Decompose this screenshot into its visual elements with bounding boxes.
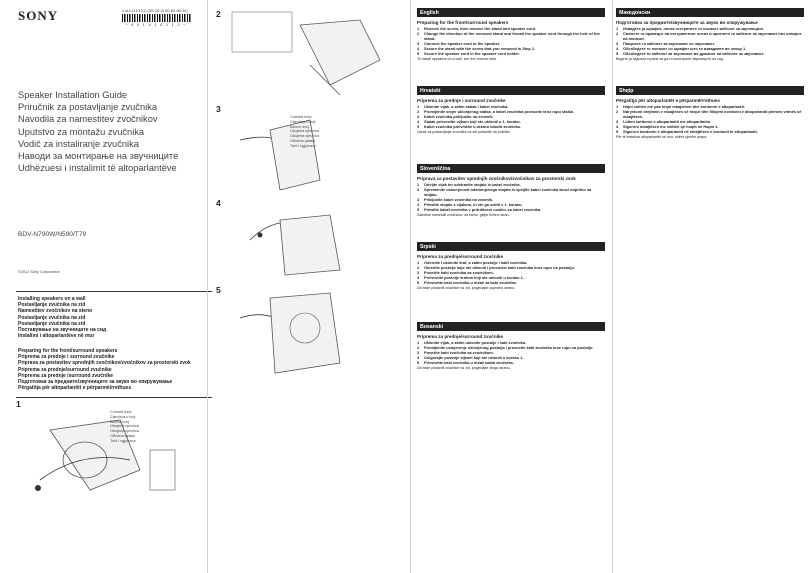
instruction-step: 1 Odvrnite i uklonite šraf, a zatim postolje i kabl zvučnika. [417,260,528,265]
color-tube-label: Obojena cjevčica [290,129,319,134]
instruction-step: 5 Обезбедете го кабелот за звучникот во држачот на кабелот за звучникот. [616,51,765,56]
color-tube-label: Barvni ovoj [290,124,309,129]
language-label: English [417,8,605,17]
color-tube-label: Cijevčica u boji [110,414,136,419]
color-tube-label: Obojena cjevčica [110,424,139,429]
language-label: Slovenščina [417,164,605,173]
section-note: Zaleštne namestitl zvočnikov na steno, glejte hrbtno stran. [417,213,510,217]
part-code: 4-414-141-12(1) (GB-CR-SI-SR-BS-MK-AL) [122,9,188,13]
prep-heading: Priprema za prednje i surround zvučnike [18,354,115,361]
section-slovenian [417,164,605,218]
instruction-step: 3 Kabel zvučnika priključite na zvučnik. [417,114,494,119]
color-tube-label: Обоена цевка [110,433,135,438]
color-tube-label: Tubi i ngjyrosur [290,143,316,148]
instruction-step: 5 Secure the speaker cord in the speaker cord holder. [417,51,520,56]
step-4-illustration [230,200,380,280]
cover-panel [0,0,202,573]
prep-heading: Подготовка за предните/звучниците за звуко во опкружување [18,379,173,386]
instruction-step: 2 Okrenite postolje koje ste uklonili i provucite kabl zvučnika kroz rupu na postolju. [417,265,575,270]
copyright: ©2012 Sony Corporation [18,270,60,274]
section-heading: Priprava za postavitev sprednjih zvočnikov/zvočnikov za prostorski zvok [417,175,576,181]
prep-heading: Preparing for the front/surround speakers [18,348,118,354]
section-note: Upute za postavljanje zvučnika na zid potražite na poleđini. [417,130,512,134]
guide-title: Priručnik za postavljanje zvučnika [18,102,157,113]
section-heading: Priprema za prednje/surround zvučnike [417,253,504,259]
barcode-number: * 4 4 1 4 1 4 1 1 2 * [126,23,187,27]
illustration-panel [212,0,408,573]
section-bosnian [417,322,605,371]
instruction-step: 3 Поврзете го кабелот за звучникот со звучникот. [616,41,715,46]
instruction-step: 1 Hiqni vidhën më pas hiqni mbajtësen dhe kordonin e altoparlantit. [616,104,745,109]
step-5-illustration [230,288,370,378]
section-croatian [417,86,605,135]
color-tube-labels [290,115,319,149]
color-tube-label: Obojena cjevčica [110,429,139,434]
instruction-step: 4 Siguroni mbajtësen me vidhën që hoqët në Hapin 1. [616,124,719,129]
section-heading: Përgatitja për altoparlantët e përparmë/rrethues [616,97,720,103]
section-note: Da biste postavili zvučnike na zid, pogledajte drugu stranu. [417,366,511,370]
step-number: 3 [216,104,221,114]
instruction-step: 3 Lidhni kordonin e altoparlantit me altoparlantin. [616,119,712,124]
instruction-step: 3 Povežite kabl zvučnika sa zvučnikom. [417,350,494,355]
instruction-step: 5 Pritrdite kabel zvočnika v pritrditveni nosilec za kabel zvočnika. [417,207,542,212]
install-heading: Instalimi i altoparlantëve në mur [18,333,95,340]
divider-line [16,397,212,398]
page-fold [410,0,411,573]
instruction-step: 5 Siguroni kordonin e altoparlantit në mbajtësen e kordonit të altoparlantit. [616,129,758,134]
color-tube-label: Barvni ovoj [110,419,129,424]
instruction-step: 2 Ndryshoni drejtimin e mbajtëses së hequr dhe fillojeni kordonin e altoparlantit përmes vrimës së mbajtëses. [616,109,802,119]
sony-logo: SONY [18,8,59,23]
prep-heading: Priprema za prednje/surround zvučnike [18,366,112,373]
guide-title: Navodila za namestitev zvočnikov [18,114,158,125]
section-note: Da biste postavili zvučnike na zid, pogledajte suprotnu stranu. [417,286,516,290]
step-number: 5 [216,285,221,295]
instruction-step: 2 Spremenite usmerjenost odstranjenega stojala in speljite kabel zvočnika skozi odprtino na stojalu. [417,187,592,197]
instruction-step: 4 Osigurajte postolje vijkom koji ste uklonili u koraku 1. [417,355,524,360]
color-tube-label: Colored tube [110,410,132,414]
color-tube-label: Cijevčica u boji [290,119,316,124]
section-heading: Priprema za prednje/surround zvučnike [417,333,504,339]
section-note: Për të instaluar altoparlantët në mur, shihni pjesën prapa. [616,135,708,139]
instruction-step: 1 Uklonite vijak, a zatim uklonite postolje i kabl zvučnika. [417,340,527,345]
instruction-step: 1 Remove the screw, then remove the stand and speaker cord. [417,26,537,31]
instruction-step: 1 Извадете ја шрафот, потоа отстранете го носачот кабелот за звучниците. [616,26,765,31]
language-label: Hrvatski [417,86,605,95]
instruction-step: 5 Kabel zvučnika pričvrstite u držaču kabela zvučnika. [417,124,521,129]
model-number: BDV-N790W/N590/T79 [18,231,87,238]
instruction-step: 5 Pričvrstite kabl zvučnika u držač za kabl zvučnika. [417,280,517,285]
prep-heading: Priprava za postavitev sprednjih zvočnikov/zvočnikov za prostorski zvok [18,360,191,367]
instruction-step: 3 Connect the speaker cord to the speaker. [417,41,501,46]
section-serbian [417,242,605,291]
step-1-illustration [20,410,180,505]
guide-title: Udhëzuesi i instalimit të altoparlantëve [18,163,177,174]
guide-title: Speaker Installation Guide [18,90,128,100]
install-heading: Postavljanje zvučnika na zid [18,320,86,327]
color-tube-label: Tubi i ngjyrosur [110,438,136,443]
section-note: Видете ја задната страна за да ги монтирате звучниците на сид. [616,57,724,61]
step-number: 1 [16,399,21,409]
instruction-step: 4 Pričvrstite postolje šrafom koji ste uklonili u koraku 1. [417,275,524,280]
install-heading: Поставување на звучниците на сид [18,327,107,334]
install-heading: Installing speakers on a wall [18,296,86,302]
language-label: Shqip [616,86,804,95]
instruction-step: 4 Stalak pričvrstite vijkom koji ste uklonili u 1. koraku. [417,119,521,124]
instruction-step: 1 Uklonite vijak, a zatim stalak i kabel zvučnika. [417,104,509,109]
instruction-step: 2 Сменете го правецот на отстранетиот носач и протнете го кабелот за звучникот низ отворот на носачот. [616,31,802,41]
instruction-step: 4 Обезбедете го носачот со шрафот што го извадивте во чекор 1. [616,46,747,51]
language-label: Srpski [417,242,605,251]
prep-heading: Përgatitja për altoparlantët e përparmë/rrethues [18,385,132,392]
language-label: Bosanski [417,322,605,331]
page-fold [207,0,208,573]
section-macedonian [616,8,804,62]
divider-line [16,291,212,292]
guide-title: Vodič za instaliranje zvučnika [18,138,139,149]
instruction-step: 2 Change the direction of the removed stand and thread the speaker cord through the hole of the stand. [417,31,600,41]
prep-headings [18,348,191,391]
step-2-illustration [230,10,400,95]
section-albanian [616,86,804,140]
color-tube-label: Colored tube [290,115,312,119]
instruction-step: 4 Secure the stand with the screw that you removed in Step 1. [417,46,536,51]
color-tube-labels [110,410,139,444]
step-number: 2 [216,9,221,19]
guide-title: Наводи за монтирање на звучниците [18,151,179,162]
instruction-step: 3 Priključite kabel zvočnika na zvočnik. [417,197,494,202]
instruction-step: 2 Promijenite smjer uklonjenog stalka, a kabel zvučnika provucite kroz rupu stalka. [417,109,575,114]
section-note: To install speakers on a wall, see the reverse side. [417,57,498,61]
section-heading: Preparing for the front/surround speakers [417,19,509,25]
install-heading: Postavljanje zvučnika na zid [18,302,86,309]
guide-titles [18,89,178,174]
section-english [417,8,605,62]
section-heading: Priprema za prednje i surround zvučnike [417,97,506,103]
instruction-step: 4 Pritrdite stojalo z vijakom, ki ste ga odvili v 1. koraku. [417,202,523,207]
instruction-step: 5 Pričvrstite kabl zvučnika u držač kabla zvučnika. [417,360,514,365]
install-heading: Postavljanje zvučnika na zid [18,314,86,321]
color-tube-label: Обоена цевка [290,138,315,143]
prep-heading: Priprema za prednje /surround zvučnike [18,372,114,379]
instruction-step: 1 Odvijte vijak ter odstranite stojalo in kabel zvočnika. [417,182,521,187]
instruction-step: 2 Promijenite usmjerenje uklonjenog postolja i provucite kabl zvučnika kroz rupu na postolju. [417,345,594,350]
language-label: Македонски [616,8,804,17]
install-heading: Namestitev zvočnikov na steno [18,308,93,315]
barcode [122,14,192,22]
section-heading: Подготовка за предните/звучниците за звуко во опкружување [616,19,758,25]
page-fold [612,0,613,573]
install-headings [18,296,106,339]
instruction-step: 3 Povežite kabl zvučnika sa zvučnikom. [417,270,494,275]
step-number: 4 [216,198,221,208]
guide-title: Uputstvo za montažu zvučnika [18,126,145,137]
color-tube-label: Obojena cjevčica [290,134,319,139]
